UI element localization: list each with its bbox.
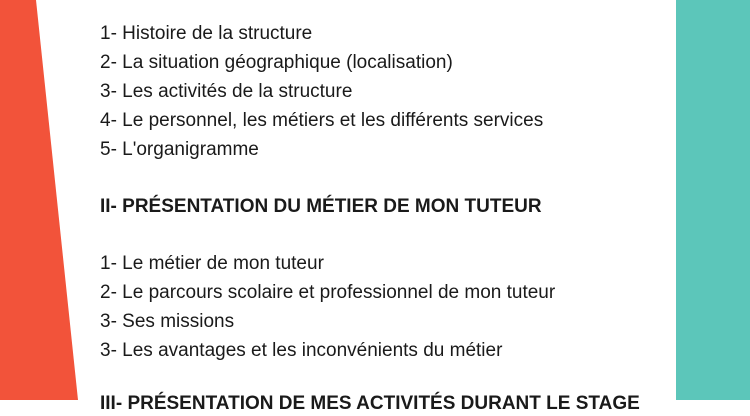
list-item: 5- L'organigramme	[100, 139, 259, 160]
list-item: 2- Le parcours scolaire et professionnel de mon tuteur	[100, 282, 556, 303]
section-heading: III- PRÉSENTATION DE MES ACTIVITÉS DURANT LE STAGE	[100, 393, 640, 414]
document-content	[100, 0, 670, 414]
right-decorative-band	[676, 0, 750, 400]
list-item: 4- Le personnel, les métiers et les différents services	[100, 110, 544, 131]
list-item: 3- Les avantages et les inconvénients du métier	[100, 340, 503, 361]
left-decorative-band	[0, 0, 80, 400]
section-heading: II- PRÉSENTATION DU MÉTIER DE MON TUTEUR	[100, 196, 542, 217]
list-item: 2- La situation géographique (localisation)	[100, 52, 453, 73]
list-item: 1- Le métier de mon tuteur	[100, 253, 324, 274]
list-item: 3- Les activités de la structure	[100, 81, 353, 102]
list-item: 3- Ses missions	[100, 311, 235, 332]
list-item: 1- Histoire de la structure	[100, 23, 313, 44]
